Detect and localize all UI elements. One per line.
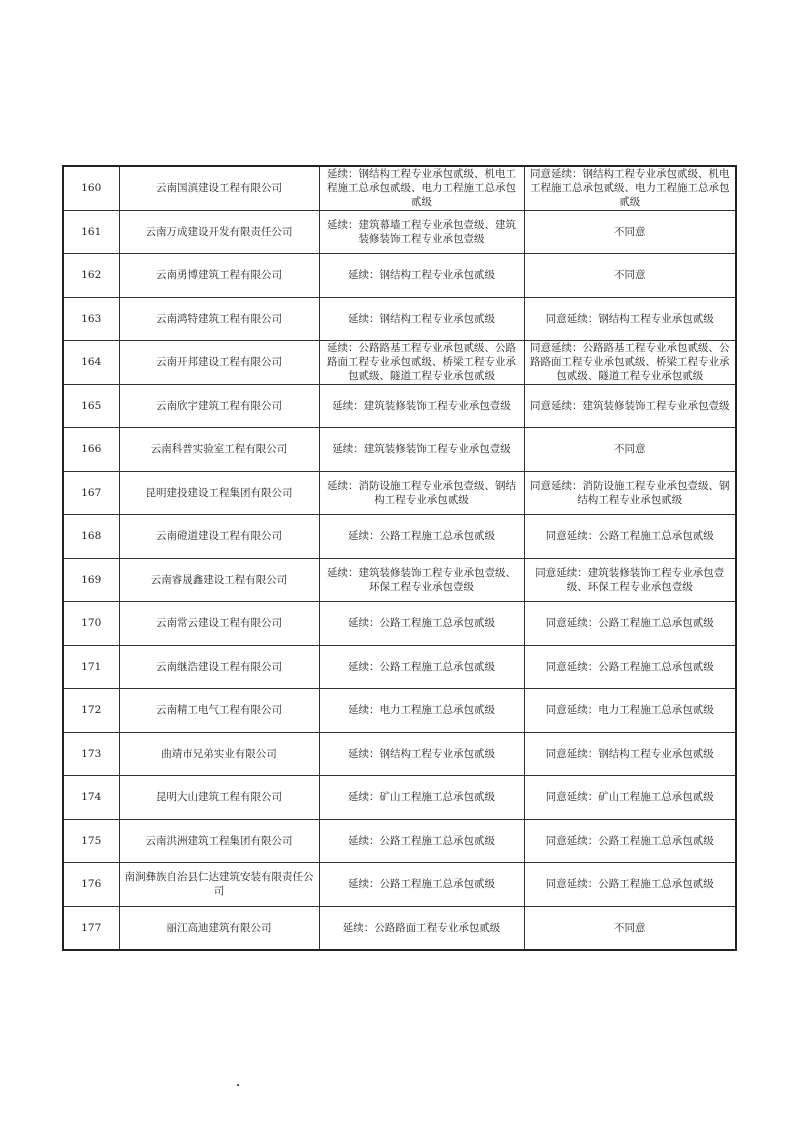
row-number: 165 <box>63 384 119 428</box>
company-name: 云南磴道建设工程有限公司 <box>119 515 319 559</box>
table-row <box>63 645 736 689</box>
review-result: 同意延续：钢结构工程专业承包贰级、机电工程施工总承包贰级、电力工程施工总承包贰级 <box>524 166 736 210</box>
company-name: 云南勇博建筑工程有限公司 <box>119 254 319 298</box>
company-name: 云南国滇建设工程有限公司 <box>119 166 319 210</box>
table-row <box>63 776 736 820</box>
row-number: 173 <box>63 732 119 776</box>
company-name: 云南常云建设工程有限公司 <box>119 602 319 646</box>
row-number: 164 <box>63 341 119 385</box>
row-number: 160 <box>63 166 119 210</box>
table-row <box>63 254 736 298</box>
company-name: 云南洪洲建筑工程集团有限公司 <box>119 819 319 863</box>
review-result: 同意延续：消防设施工程专业承包壹级、钢结构工程专业承包贰级 <box>524 471 736 515</box>
company-name: 昆明大山建筑工程有限公司 <box>119 776 319 820</box>
review-result: 同意延续：公路工程施工总承包贰级 <box>524 515 736 559</box>
company-name: 丽江高迪建筑有限公司 <box>119 906 319 950</box>
row-number: 170 <box>63 602 119 646</box>
application-content: 延续：建筑装修装饰工程专业承包壹级、环保工程专业承包壹级 <box>319 558 524 602</box>
review-result: 不同意 <box>524 210 736 254</box>
table-row <box>63 906 736 950</box>
table-body <box>63 166 736 950</box>
application-content: 延续：建筑幕墙工程专业承包壹级、建筑装修装饰工程专业承包壹级 <box>319 210 524 254</box>
company-name: 云南继浩建设工程有限公司 <box>119 645 319 689</box>
scan-speck <box>237 1084 239 1086</box>
application-content: 延续：建筑装修装饰工程专业承包壹级 <box>319 384 524 428</box>
company-name: 南涧彝族自治县仁达建筑安装有限责任公司 <box>119 863 319 907</box>
application-content: 延续：消防设施工程专业承包壹级、钢结构工程专业承包贰级 <box>319 471 524 515</box>
table-row <box>63 732 736 776</box>
application-content: 延续：公路工程施工总承包贰级 <box>319 819 524 863</box>
review-result: 不同意 <box>524 906 736 950</box>
row-number: 175 <box>63 819 119 863</box>
table-row <box>63 297 736 341</box>
application-content: 延续：建筑装修装饰工程专业承包壹级 <box>319 428 524 472</box>
table-row <box>63 166 736 210</box>
table-row <box>63 819 736 863</box>
application-content: 延续：钢结构工程专业承包贰级 <box>319 297 524 341</box>
company-name: 云南欣宇建筑工程有限公司 <box>119 384 319 428</box>
application-content: 延续：公路路面工程专业承包贰级 <box>319 906 524 950</box>
row-number: 169 <box>63 558 119 602</box>
company-name: 昆明建投建设工程集团有限公司 <box>119 471 319 515</box>
row-number: 171 <box>63 645 119 689</box>
row-number: 166 <box>63 428 119 472</box>
company-name: 云南鸿特建筑工程有限公司 <box>119 297 319 341</box>
company-name: 云南精工电气工程有限公司 <box>119 689 319 733</box>
row-number: 168 <box>63 515 119 559</box>
review-result: 同意延续：公路工程施工总承包贰级 <box>524 819 736 863</box>
application-content: 延续：矿山工程施工总承包贰级 <box>319 776 524 820</box>
company-name: 云南万成建设开发有限责任公司 <box>119 210 319 254</box>
review-result: 同意延续：矿山工程施工总承包贰级 <box>524 776 736 820</box>
table-row <box>63 558 736 602</box>
row-number: 174 <box>63 776 119 820</box>
application-content: 延续：公路工程施工总承包贰级 <box>319 515 524 559</box>
table-row <box>63 210 736 254</box>
review-result: 同意延续：钢结构工程专业承包贰级 <box>524 732 736 776</box>
application-content: 延续：钢结构工程专业承包贰级 <box>319 254 524 298</box>
table-row <box>63 428 736 472</box>
review-result: 同意延续：钢结构工程专业承包贰级 <box>524 297 736 341</box>
row-number: 172 <box>63 689 119 733</box>
row-number: 167 <box>63 471 119 515</box>
table-row <box>63 863 736 907</box>
review-result: 同意延续：建筑装修装饰工程专业承包壹级、环保工程专业承包壹级 <box>524 558 736 602</box>
table-row <box>63 689 736 733</box>
table-row <box>63 384 736 428</box>
table-row <box>63 471 736 515</box>
review-result: 同意延续：公路工程施工总承包贰级 <box>524 863 736 907</box>
company-name: 曲靖市兄弟实业有限公司 <box>119 732 319 776</box>
review-result: 不同意 <box>524 254 736 298</box>
row-number: 176 <box>63 863 119 907</box>
row-number: 161 <box>63 210 119 254</box>
row-number: 162 <box>63 254 119 298</box>
row-number: 177 <box>63 906 119 950</box>
application-content: 延续：公路工程施工总承包贰级 <box>319 863 524 907</box>
application-content: 延续：钢结构工程专业承包贰级 <box>319 732 524 776</box>
company-name: 云南科普实验室工程有限公司 <box>119 428 319 472</box>
application-content: 延续：钢结构工程专业承包贰级、机电工程施工总承包贰级、电力工程施工总承包贰级 <box>319 166 524 210</box>
company-name: 云南开邦建设工程有限公司 <box>119 341 319 385</box>
review-result: 同意延续：建筑装修装饰工程专业承包壹级 <box>524 384 736 428</box>
table-row <box>63 515 736 559</box>
approval-table <box>62 165 737 951</box>
table-row <box>63 602 736 646</box>
review-result: 同意延续：电力工程施工总承包贰级 <box>524 689 736 733</box>
table-row <box>63 341 736 385</box>
review-result: 同意延续：公路工程施工总承包贰级 <box>524 645 736 689</box>
application-content: 延续：电力工程施工总承包贰级 <box>319 689 524 733</box>
review-result: 同意延续：公路工程施工总承包贰级 <box>524 602 736 646</box>
row-number: 163 <box>63 297 119 341</box>
review-result: 不同意 <box>524 428 736 472</box>
application-content: 延续：公路工程施工总承包贰级 <box>319 602 524 646</box>
company-name: 云南睿晟鑫建设工程有限公司 <box>119 558 319 602</box>
application-content: 延续：公路工程施工总承包贰级 <box>319 645 524 689</box>
application-content: 延续：公路路基工程专业承包贰级、公路路面工程专业承包贰级、桥梁工程专业承包贰级、隧道工程专业承包贰级 <box>319 341 524 385</box>
review-result: 同意延续：公路路基工程专业承包贰级、公路路面工程专业承包贰级、桥梁工程专业承包贰级、隧道工程专业承包贰级 <box>524 341 736 385</box>
